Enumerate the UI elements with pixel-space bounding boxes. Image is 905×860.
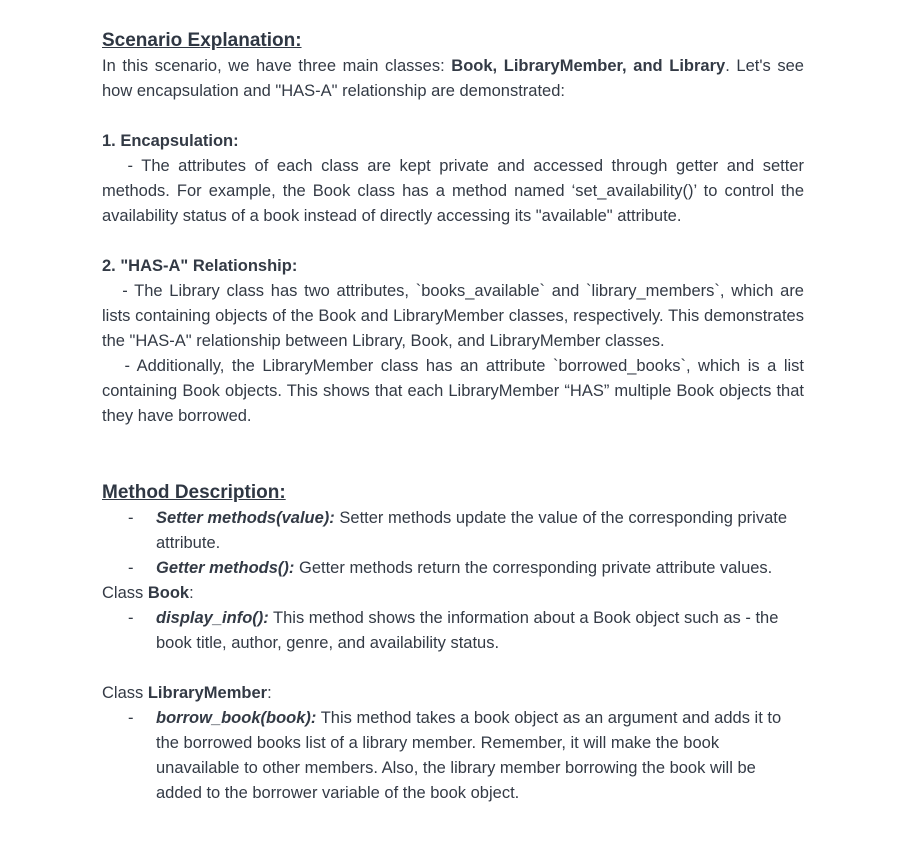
encapsulation-text: - The attributes of each class are kept private and accessed through getter and setter methods. For example, the Book class has a method named ‘set_availability()’ to control the availability status of a book instead of directly accessing its "available" attribute. <box>102 157 809 225</box>
list-item: - display_info(): This method shows the information about a Book object such as - the book title, author, genre, and availability status. <box>128 609 779 652</box>
intro-class-names: Book, LibraryMember, and Library <box>451 57 726 75</box>
class-librarymember-label: Class LibraryMember: <box>102 684 272 702</box>
document-page <box>102 28 809 806</box>
general-methods-list <box>102 506 804 581</box>
scenario-heading: Scenario Explanation: <box>102 30 302 51</box>
list-item: - Getter methods(): Getter methods return the corresponding private attribute values. <box>128 559 773 577</box>
method-name: borrow_book(book): <box>156 709 317 727</box>
method-heading: Method Description: <box>102 482 286 503</box>
has-a-title: 2. "HAS-A" Relationship: <box>102 257 298 275</box>
class-book-label: Class Book: <box>102 584 194 602</box>
method-name: Getter methods(): <box>156 559 295 577</box>
method-desc: This method takes a book object as an argument and adds it to the borrowed books list of a library member. Remember, it will make the book unavailable to other members. Also, the library member borrowing the book will be added to the borrower variable of the book object. <box>156 709 782 802</box>
method-name: display_info(): <box>156 609 269 627</box>
method-desc: This method shows the information about a Book object such as - the book title, author, genre, and availability status. <box>156 609 779 652</box>
has-a-text-2: - Additionally, the LibraryMember class has an attribute `borrowed_books`, which is a list containing Book objects. This shows that each LibraryMember “HAS” multiple Book objects that they have borrowed. <box>102 357 809 425</box>
method-desc: Setter methods update the value of the corresponding private attribute. <box>156 509 787 552</box>
list-item: - borrow_book(book): This method takes a book object as an argument and adds it to the borrowed books list of a library member. Remember, it will make the book unavailable to other members. Also, the library member borrowing the book will be added to the borrower variable of the book object. <box>128 709 782 802</box>
member-methods-list <box>102 706 804 806</box>
method-desc: Getter methods return the corresponding private attribute values. <box>294 559 773 577</box>
list-item: - Setter methods(value): Setter methods update the value of the corresponding private attribute. <box>128 509 787 552</box>
intro-suffix: . Let's see how encapsulation and "HAS-A" relationship are demonstrated: <box>102 57 804 100</box>
scenario-intro <box>102 54 804 104</box>
intro-prefix: In this scenario, we have three main classes: <box>102 57 452 75</box>
encapsulation-title: 1. Encapsulation: <box>102 132 239 150</box>
has-a-text-1: - The Library class has two attributes, `books_available` and `library_members`, which are lists containing objects of the Book and LibraryMember classes, respectively. This demonstrates the "HAS-A" relationship between Library, Book, and LibraryMember classes. <box>102 282 809 350</box>
method-name: Setter methods(value): <box>156 509 335 527</box>
book-methods-list <box>102 606 804 656</box>
